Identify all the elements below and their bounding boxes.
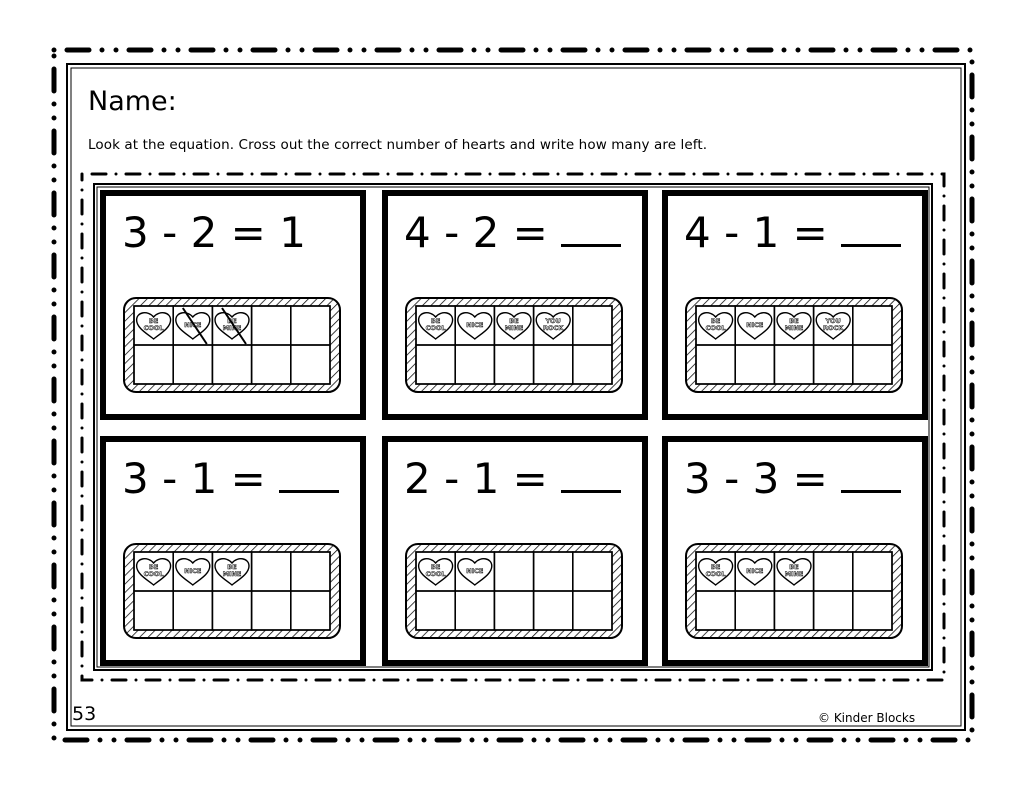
ten-frame [123,297,341,393]
equation-text: 3 - 1 = [122,454,280,503]
heart-text: NICE [466,567,484,575]
heart-text: NICE [466,321,484,329]
equation-text: 3 - 3 = [684,454,842,503]
heart-text: BE [710,317,721,325]
answer: 1 [279,208,306,257]
ten-frame [123,543,341,639]
heart-text: COOL [425,570,446,578]
equation-text: 4 - 2 = [404,208,562,257]
heart-text: MINE [784,324,804,332]
problem-card [662,190,928,420]
problem-card [382,190,648,420]
problem-card [662,436,928,666]
heart-text: MINE [504,324,524,332]
equation-text: 2 - 1 = [404,454,562,503]
heart-text: MINE [222,324,242,332]
heart-text: BE [227,563,237,571]
answer-blank[interactable] [561,214,621,247]
heart-text: BE [227,317,237,325]
equation [122,454,339,503]
heart-text: BE [710,563,721,571]
answer-blank[interactable] [279,460,339,493]
heart-text: ROCK [823,324,844,332]
heart-text: COOL [143,570,164,578]
equation-text: 4 - 1 = [684,208,842,257]
heart-text: BE [148,563,159,571]
equation [404,208,621,257]
equation [684,208,901,257]
heart-text: BE [148,317,159,325]
ten-frame [685,297,903,393]
problem-card [382,436,648,666]
equation [404,454,621,503]
heart-text: BE [789,317,799,325]
answer-blank[interactable] [841,460,901,493]
copyright: © Kinder Blocks [818,711,916,725]
heart-text: NICE [746,321,764,329]
problem-card [100,190,366,420]
ten-frame [685,543,903,639]
heart-text: BE [509,317,519,325]
answer-blank[interactable] [561,460,621,493]
instructions: Look at the equation. Cross out the correct number of hearts and write how many are left. [88,137,708,153]
heart-text: ROCK [543,324,564,332]
name-label: Name: [88,86,177,117]
heart-text: NICE [746,567,764,575]
problem-card [100,436,366,666]
heart-text: BE [789,563,799,571]
ten-frame [405,297,623,393]
answer-blank[interactable] [841,214,901,247]
heart-text: MINE [222,570,242,578]
equation-text: 3 - 2 = [122,208,280,257]
equation [122,208,306,257]
heart-text: COOL [143,324,164,332]
heart-text: MINE [784,570,804,578]
heart-text: YOU [825,317,841,325]
heart-text: COOL [705,570,726,578]
equation [684,454,901,503]
heart-text: BE [430,317,441,325]
heart-text: COOL [425,324,446,332]
ten-frame [405,543,623,639]
heart-text: YOU [545,317,561,325]
heart-text: BE [430,563,441,571]
page-number: 53 [72,703,97,725]
heart-text: NICE [184,567,202,575]
heart-text: NICE [184,321,202,329]
heart-text: COOL [705,324,726,332]
